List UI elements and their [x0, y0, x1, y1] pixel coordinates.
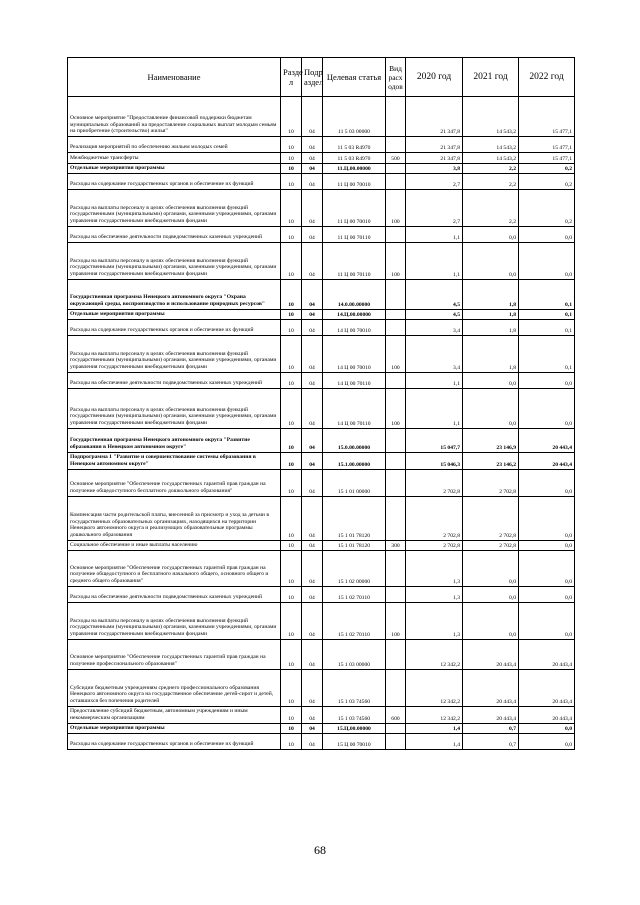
cell-2022: 0,1: [519, 335, 575, 372]
cell-subsection: 04: [302, 153, 323, 164]
cell-target: 14 Ц 00 70110: [323, 372, 386, 388]
cell-2022: 0,0: [519, 388, 575, 428]
cell-expense-type: [386, 733, 406, 749]
table-row: [68, 496, 575, 540]
cell-expense-type: 500: [386, 153, 406, 164]
cell-section: 10: [281, 189, 302, 226]
cell-expense-type: [386, 226, 406, 242]
cell-name: Расходы на выплаты персоналу в целях обеспечения выполнения функций государственными (муниципальными) органами, казенными учреждениями, органами управления государственными внебюджетными фондами: [68, 189, 281, 226]
cell-2020: 1,1: [406, 372, 463, 388]
cell-2021: 0,0: [463, 372, 519, 388]
cell-2021: 14 543,2: [463, 137, 519, 153]
cell-2022: 20 443,4: [519, 639, 575, 669]
cell-2020: 15 046,3: [406, 452, 463, 469]
cell-2021: 0,0: [463, 602, 519, 639]
table-row: [68, 723, 575, 733]
cell-target: 15 1 02 00000: [323, 550, 386, 586]
cell-2020: 21 347,8: [406, 137, 463, 153]
cell-2022: 0,1: [519, 319, 575, 335]
col-header-2021: 2021 год: [463, 58, 519, 97]
cell-subsection: 04: [302, 428, 323, 452]
cell-name: Расходы на выплаты персоналу в целях обеспечения выполнения функций государственными (муниципальными) органами, казенными учреждениями, органами управления государственными внебюджетными фондами: [68, 602, 281, 639]
cell-name: Расходы на обеспечение деятельности подведомственных казенных учреждений: [68, 226, 281, 242]
cell-2022: 0,0: [519, 496, 575, 540]
cell-2022: 15 477,1: [519, 97, 575, 137]
cell-subsection: 04: [302, 335, 323, 372]
cell-name: Расходы на выплаты персоналу в целях обеспечения выполнения функций государственными (муниципальными) органами, казенными учреждениями, органами управления государственными внебюджетными фондами: [68, 335, 281, 372]
cell-section: 10: [281, 164, 302, 174]
cell-expense-type: [386, 669, 406, 706]
cell-section: 10: [281, 723, 302, 733]
cell-2022: 20 443,4: [519, 428, 575, 452]
cell-expense-type: 100: [386, 189, 406, 226]
cell-section: 10: [281, 428, 302, 452]
cell-name: Компенсация части родительской платы, внесенной за присмотр и уход за детьми в государственных образовательных организациях, находящихся на территории Ненецкого автономного округа и реализующих образовательные программы дошкольного образования: [68, 496, 281, 540]
cell-section: 10: [281, 602, 302, 639]
cell-2021: 20 443,4: [463, 639, 519, 669]
cell-subsection: 04: [302, 586, 323, 602]
budget-table: [67, 57, 575, 750]
table-row: [68, 550, 575, 586]
cell-2022: 0,0: [519, 469, 575, 496]
cell-2020: 15 047,7: [406, 428, 463, 452]
cell-name: Государственная программа Ненецкого автономного округа "Развитие образования в Ненецком автономном округе": [68, 428, 281, 452]
cell-expense-type: [386, 586, 406, 602]
cell-expense-type: 100: [386, 388, 406, 428]
cell-subsection: 04: [302, 550, 323, 586]
cell-2022: 0,0: [519, 540, 575, 550]
cell-2021: 1,8: [463, 319, 519, 335]
cell-target: 14 Ц 00 70110: [323, 388, 386, 428]
cell-target: 15.Ц.00.00000: [323, 723, 386, 733]
cell-target: 14.Ц.00.00000: [323, 309, 386, 319]
cell-2022: 0,0: [519, 242, 575, 279]
cell-name: Основное мероприятие "Обеспечение государственных гарантий прав граждан на получение общедоступного и бесплатного начального общего, основного общего и среднего общего образования": [68, 550, 281, 586]
cell-subsection: 04: [302, 540, 323, 550]
cell-section: 10: [281, 319, 302, 335]
cell-target: 14 Ц 00 70010: [323, 319, 386, 335]
cell-target: 15 1 03 74560: [323, 706, 386, 723]
table-row: [68, 388, 575, 428]
cell-subsection: 04: [302, 496, 323, 540]
cell-subsection: 04: [302, 452, 323, 469]
cell-subsection: 04: [302, 242, 323, 279]
cell-section: 10: [281, 706, 302, 723]
cell-name: Подпрограмма 1 "Развитие и совершенствование системы образования в Ненецком автономном округе": [68, 452, 281, 469]
cell-section: 10: [281, 639, 302, 669]
cell-name: Расходы на выплаты персоналу в целях обеспечения выполнения функций государственными (муниципальными) органами, казенными учреждениями, органами управления государственными внебюджетными фондами: [68, 388, 281, 428]
cell-name: Расходы на выплаты персоналу в целях обеспечения выполнения функций государственными (муниципальными) органами, казенными учреждениями, органами управления государственными внебюджетными фондами: [68, 242, 281, 279]
budget-table-sheet: [67, 57, 574, 750]
cell-2021: 0,7: [463, 723, 519, 733]
cell-subsection: 04: [302, 97, 323, 137]
cell-2021: 2,2: [463, 173, 519, 189]
cell-expense-type: 600: [386, 706, 406, 723]
table-row: [68, 452, 575, 469]
cell-section: 10: [281, 97, 302, 137]
cell-expense-type: [386, 469, 406, 496]
cell-section: 10: [281, 733, 302, 749]
cell-2020: 21 347,8: [406, 153, 463, 164]
cell-subsection: 04: [302, 388, 323, 428]
col-header-subsection: Подр аздел: [302, 58, 323, 97]
cell-name: Расходы на обеспечение деятельности подведомственных казенных учреждений: [68, 372, 281, 388]
cell-2022: 20 443,4: [519, 452, 575, 469]
table-row: [68, 586, 575, 602]
table-header-row: [68, 58, 575, 97]
col-header-target: Целевая статья: [323, 58, 386, 97]
cell-2021: 0,0: [463, 242, 519, 279]
cell-section: 10: [281, 173, 302, 189]
cell-2022: 20 443,4: [519, 706, 575, 723]
cell-2020: 4,5: [406, 309, 463, 319]
table-row: [68, 428, 575, 452]
cell-subsection: 04: [302, 469, 323, 496]
cell-2022: 0,0: [519, 550, 575, 586]
table-row: [68, 469, 575, 496]
cell-2022: 0,1: [519, 279, 575, 309]
cell-name: Основное мероприятие "Предоставление финансовой поддержки бюджетам муниципальных образований на предоставление социальных выплат молодым семьям на приобретение (строительство) жилья": [68, 97, 281, 137]
cell-target: 15 1 02 70110: [323, 602, 386, 639]
cell-2020: 21 347,8: [406, 97, 463, 137]
cell-subsection: 04: [302, 164, 323, 174]
col-header-2022: 2022 год: [519, 58, 575, 97]
table-row: [68, 372, 575, 388]
cell-section: 10: [281, 335, 302, 372]
cell-2022: 0,2: [519, 189, 575, 226]
cell-name: Расходы на содержание государственных органов и обеспечение их функций: [68, 319, 281, 335]
cell-2020: 3,4: [406, 335, 463, 372]
cell-2022: 0,0: [519, 733, 575, 749]
cell-2021: 1,8: [463, 279, 519, 309]
cell-target: 11 Ц 00 70110: [323, 242, 386, 279]
cell-2020: 2 702,8: [406, 469, 463, 496]
cell-subsection: 04: [302, 189, 323, 226]
table-row: [68, 189, 575, 226]
cell-section: 10: [281, 226, 302, 242]
table-row: [68, 319, 575, 335]
table-row: [68, 706, 575, 723]
cell-expense-type: 100: [386, 602, 406, 639]
cell-target: 11 Ц 00 70110: [323, 226, 386, 242]
cell-expense-type: [386, 173, 406, 189]
cell-2021: 2 702,8: [463, 496, 519, 540]
cell-subsection: 04: [302, 372, 323, 388]
cell-expense-type: 100: [386, 335, 406, 372]
cell-expense-type: 100: [386, 242, 406, 279]
cell-subsection: 04: [302, 669, 323, 706]
cell-2021: 2 702,8: [463, 469, 519, 496]
cell-subsection: 04: [302, 137, 323, 153]
table-row: [68, 335, 575, 372]
cell-2020: 4,5: [406, 279, 463, 309]
cell-2020: 3,8: [406, 164, 463, 174]
cell-target: 15.1.00.00000: [323, 452, 386, 469]
cell-2022: 0,0: [519, 372, 575, 388]
cell-target: 11 5 03 R4970: [323, 137, 386, 153]
cell-section: 10: [281, 586, 302, 602]
cell-2021: 14 543,2: [463, 153, 519, 164]
cell-2021: 20 443,4: [463, 706, 519, 723]
cell-name: Социальное обеспечение и иные выплаты населению: [68, 540, 281, 550]
cell-subsection: 04: [302, 723, 323, 733]
cell-2021: 14 543,2: [463, 97, 519, 137]
table-row: [68, 279, 575, 309]
table-row: [68, 309, 575, 319]
cell-section: 10: [281, 452, 302, 469]
cell-2022: 0,0: [519, 226, 575, 242]
cell-subsection: 04: [302, 733, 323, 749]
cell-subsection: 04: [302, 639, 323, 669]
cell-expense-type: [386, 428, 406, 452]
cell-name: Основное мероприятие "Обеспечение государственных гарантий прав граждан на получение профессионального образования": [68, 639, 281, 669]
cell-expense-type: [386, 279, 406, 309]
cell-expense-type: [386, 723, 406, 733]
cell-expense-type: [386, 372, 406, 388]
cell-section: 10: [281, 496, 302, 540]
table-row: [68, 733, 575, 749]
cell-expense-type: [386, 164, 406, 174]
cell-name: Реализация мероприятий по обеспечению жильем молодых семей: [68, 137, 281, 153]
cell-expense-type: 300: [386, 540, 406, 550]
cell-section: 10: [281, 669, 302, 706]
table-row: [68, 164, 575, 174]
table-row: [68, 669, 575, 706]
cell-expense-type: [386, 550, 406, 586]
cell-2021: 2 702,8: [463, 540, 519, 550]
table-row: [68, 602, 575, 639]
cell-subsection: 04: [302, 706, 323, 723]
cell-target: 11 5 03 00000: [323, 97, 386, 137]
cell-subsection: 04: [302, 226, 323, 242]
cell-2020: 1,1: [406, 242, 463, 279]
cell-2020: 1,3: [406, 550, 463, 586]
cell-2021: 2,2: [463, 164, 519, 174]
cell-target: 15 1 01 78120: [323, 540, 386, 550]
cell-2021: 23 146,2: [463, 452, 519, 469]
cell-name: Отдельные мероприятия программы: [68, 723, 281, 733]
cell-name: Расходы на обеспечение деятельности подведомственных казенных учреждений: [68, 586, 281, 602]
cell-section: 10: [281, 540, 302, 550]
cell-target: 15.0.00.00000: [323, 428, 386, 452]
cell-expense-type: [386, 496, 406, 540]
cell-section: 10: [281, 153, 302, 164]
cell-target: 14.0.00.00000: [323, 279, 386, 309]
cell-section: 10: [281, 550, 302, 586]
cell-2022: 0,0: [519, 602, 575, 639]
cell-section: 10: [281, 242, 302, 279]
cell-name: Расходы на содержание государственных органов и обеспечение их функций: [68, 173, 281, 189]
col-header-expense-type: Вид расх одов: [386, 58, 406, 97]
cell-2020: 2 702,8: [406, 540, 463, 550]
cell-section: 10: [281, 388, 302, 428]
table-row: [68, 173, 575, 189]
cell-2020: 2 702,8: [406, 496, 463, 540]
cell-2022: 0,2: [519, 164, 575, 174]
cell-2021: 1,8: [463, 335, 519, 372]
cell-2021: 20 443,4: [463, 669, 519, 706]
cell-section: 10: [281, 372, 302, 388]
cell-2020: 12 342,2: [406, 669, 463, 706]
table-row: [68, 242, 575, 279]
cell-target: 11 Ц 00 70010: [323, 189, 386, 226]
cell-name: Государственная программа Ненецкого автономного округа "Охрана окружающей среды, воспроизводство и использование природных ресурсов": [68, 279, 281, 309]
cell-2022: 20 443,4: [519, 669, 575, 706]
table-row: [68, 97, 575, 137]
cell-2020: 12 342,2: [406, 639, 463, 669]
table-row: [68, 153, 575, 164]
cell-2020: 2,7: [406, 189, 463, 226]
cell-2021: 0,0: [463, 550, 519, 586]
cell-target: 15 1 01 78120: [323, 496, 386, 540]
cell-name: Отдельные мероприятия программы: [68, 309, 281, 319]
cell-name: Субсидии бюджетным учреждениям среднего профессионального образования Ненецкого автономного округа на государственное обеспечение детей-сирот и детей, оставшихся без попечения родителей: [68, 669, 281, 706]
table-row: [68, 226, 575, 242]
cell-2020: 12 342,2: [406, 706, 463, 723]
cell-2020: 1,4: [406, 733, 463, 749]
cell-expense-type: [386, 452, 406, 469]
col-header-section: Разде л: [281, 58, 302, 97]
cell-target: 14 Ц 00 70010: [323, 335, 386, 372]
table-body: [68, 97, 575, 750]
cell-2020: 1,3: [406, 586, 463, 602]
cell-2021: 1,8: [463, 309, 519, 319]
cell-subsection: 04: [302, 279, 323, 309]
col-header-2020: 2020 год: [406, 58, 463, 97]
cell-2022: 0,0: [519, 586, 575, 602]
cell-section: 10: [281, 137, 302, 153]
cell-2022: 0,2: [519, 173, 575, 189]
cell-2022: 0,0: [519, 723, 575, 733]
table-row: [68, 540, 575, 550]
cell-target: 11 Ц 00 70010: [323, 173, 386, 189]
cell-expense-type: [386, 319, 406, 335]
cell-section: 10: [281, 469, 302, 496]
cell-target: 11 5 03 R4970: [323, 153, 386, 164]
cell-2022: 0,1: [519, 309, 575, 319]
cell-target: 15 1 01 00000: [323, 469, 386, 496]
cell-2021: 0,0: [463, 586, 519, 602]
cell-section: 10: [281, 279, 302, 309]
cell-target: 15 1 03 00000: [323, 639, 386, 669]
cell-subsection: 04: [302, 319, 323, 335]
cell-expense-type: [386, 137, 406, 153]
cell-section: 10: [281, 309, 302, 319]
cell-2022: 15 477,1: [519, 137, 575, 153]
cell-2020: 1,4: [406, 723, 463, 733]
cell-target: 11.Ц.00.00000: [323, 164, 386, 174]
cell-name: Расходы на содержание государственных органов и обеспечение их функций: [68, 733, 281, 749]
cell-name: Отдельные мероприятия программы: [68, 164, 281, 174]
cell-2020: 2,7: [406, 173, 463, 189]
cell-2021: 0,0: [463, 226, 519, 242]
cell-subsection: 04: [302, 173, 323, 189]
cell-name: Предоставление субсидий бюджетным, автономным учреждениям и иным некоммерческим организациям: [68, 706, 281, 723]
table-row: [68, 137, 575, 153]
cell-2022: 15 477,1: [519, 153, 575, 164]
cell-2021: 23 146,9: [463, 428, 519, 452]
cell-target: 15 1 03 74560: [323, 669, 386, 706]
table-row: [68, 639, 575, 669]
cell-target: 15 1 02 70110: [323, 586, 386, 602]
cell-expense-type: [386, 97, 406, 137]
cell-subsection: 04: [302, 602, 323, 639]
cell-subsection: 04: [302, 309, 323, 319]
page-number: 68: [314, 843, 326, 857]
cell-2020: 1,3: [406, 602, 463, 639]
cell-2020: 1,1: [406, 388, 463, 428]
cell-name: Основное мероприятие "Обеспечение государственных гарантий прав граждан на получение общедоступного бесплатного дошкольного образования": [68, 469, 281, 496]
cell-name: Межбюджетные трансферты: [68, 153, 281, 164]
cell-target: 15 Ц 00 70010: [323, 733, 386, 749]
cell-2021: 0,7: [463, 733, 519, 749]
cell-expense-type: [386, 309, 406, 319]
cell-2020: 1,1: [406, 226, 463, 242]
cell-expense-type: [386, 639, 406, 669]
cell-2020: 3,4: [406, 319, 463, 335]
cell-2021: 2,2: [463, 189, 519, 226]
col-header-name: Наименование: [68, 58, 281, 97]
cell-2021: 0,0: [463, 388, 519, 428]
